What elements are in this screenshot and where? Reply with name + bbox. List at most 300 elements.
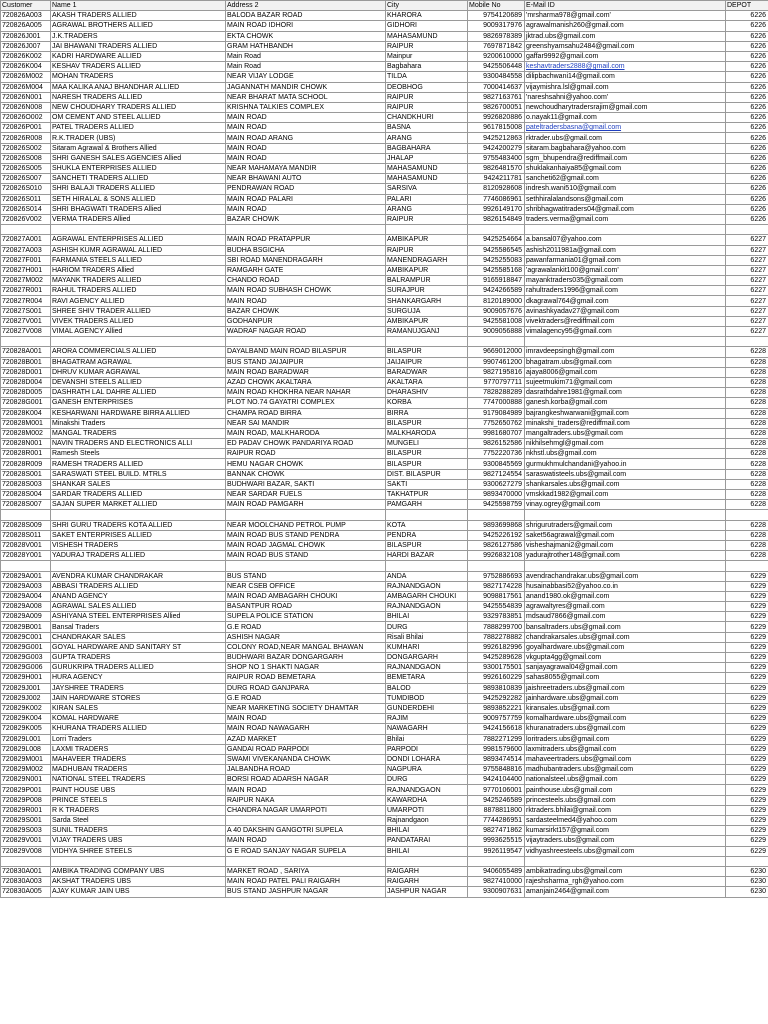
cell-depot[interactable]: 6228	[726, 490, 768, 500]
cell-customer-id[interactable]	[1, 225, 51, 235]
cell-depot[interactable]: 6229	[726, 612, 768, 622]
cell-name[interactable]: SAJAN SUPER MARKET ALLIED	[51, 500, 226, 510]
cell-customer-id[interactable]: 720828V001	[1, 540, 51, 550]
cell-mobile[interactable]: 9424200279	[468, 143, 525, 153]
cell-depot[interactable]: 6227	[726, 276, 768, 286]
cell-address[interactable]: NEAR MOOLCHAND PETROL PUMP	[226, 520, 386, 530]
cell-depot[interactable]	[726, 337, 768, 347]
cell-name[interactable]: SETH HIRALAL & SONS ALLIED	[51, 194, 226, 204]
cell-mobile[interactable]: 9200610000	[468, 51, 525, 61]
cell-name[interactable]: AGRAWAL ENTERPRISES ALLIED	[51, 235, 226, 245]
cell-mobile[interactable]: 9424156618	[468, 724, 525, 734]
cell-city[interactable]: AMBIKAPUR	[386, 235, 468, 245]
cell-address[interactable]: CHANDO ROAD	[226, 276, 386, 286]
cell-address[interactable]: RAIPUR ROAD BEMETARA	[226, 673, 386, 683]
cell-address[interactable]: WADRAF NAGAR ROAD	[226, 327, 386, 337]
cell-address[interactable]: MAIN ROAD BARADWAR	[226, 367, 386, 377]
cell-customer-id[interactable]: 720828B001	[1, 357, 51, 367]
cell-city[interactable]: UMARPOTI	[386, 805, 468, 815]
cell-address[interactable]: EKTA CHOWK	[226, 31, 386, 41]
cell-city[interactable]: KAWARDHA	[386, 795, 468, 805]
cell-address[interactable]	[226, 225, 386, 235]
cell-email[interactable]: khuranatraders.ubs@gmail.com	[525, 724, 726, 734]
cell-address[interactable]: MAIN ROAD	[226, 204, 386, 214]
cell-city[interactable]: BAGBAHARA	[386, 143, 468, 153]
cell-name[interactable]: KESHAV TRADERS ALLIED	[51, 62, 226, 72]
cell-depot[interactable]: 6226	[726, 41, 768, 51]
cell-address[interactable]: BANNAK CHOWK	[226, 469, 386, 479]
cell-email[interactable]: ashish2011981a@gmail.com	[525, 245, 726, 255]
cell-name[interactable]: MAA KALIKA ANAJ BHANDHAR ALLIED	[51, 82, 226, 92]
cell-email[interactable]: chandrakarsales.ubs@gmail.com	[525, 632, 726, 642]
cell-name[interactable]: NEW CHOUDHARY TRADERS ALLIED	[51, 102, 226, 112]
cell-city[interactable]: PAMGARH	[386, 500, 468, 510]
cell-city[interactable]: RAIPUR	[386, 92, 468, 102]
cell-depot[interactable]: 6226	[726, 214, 768, 224]
cell-city[interactable]: AKALTARA	[386, 377, 468, 387]
cell-address[interactable]: NEAR SARDAR FUELS	[226, 490, 386, 500]
cell-name[interactable]: CHANDRAKAR SALES	[51, 632, 226, 642]
cell-email[interactable]: nationalsteel.ubs@gmail.com	[525, 775, 726, 785]
cell-name[interactable]: NATIONAL STEEL TRADERS	[51, 775, 226, 785]
cell-customer-id[interactable]: 720828M001	[1, 418, 51, 428]
cell-customer-id[interactable]: 720826S011	[1, 194, 51, 204]
cell-customer-id[interactable]: 720829A003	[1, 581, 51, 591]
cell-email[interactable]: mdsaud7866@gmail.com	[525, 612, 726, 622]
cell-depot[interactable]: 6229	[726, 571, 768, 581]
cell-depot[interactable]: 6227	[726, 286, 768, 296]
cell-customer-id[interactable]: 720829M001	[1, 754, 51, 764]
cell-mobile[interactable]: 7752220736	[468, 449, 525, 459]
cell-city[interactable]: TILDA	[386, 72, 468, 82]
cell-address[interactable]: BAZAR CHOWK	[226, 306, 386, 316]
cell-mobile[interactable]	[468, 225, 525, 235]
cell-name[interactable]: DEVANSHI STEELS ALLIED	[51, 377, 226, 387]
cell-mobile[interactable]: 9425292282	[468, 693, 525, 703]
cell-mobile[interactable]: 9009056888	[468, 327, 525, 337]
cell-city[interactable]: ARANG	[386, 204, 468, 214]
cell-email[interactable]: bansaltraders.ubs@gmail.com	[525, 622, 726, 632]
cell-name[interactable]: GURUKRIPA TRADERS ALLIED	[51, 663, 226, 673]
cell-city[interactable]: RAIGARH	[386, 877, 468, 887]
cell-name[interactable]: AJAY KUMAR JAIN UBS	[51, 887, 226, 897]
cell-customer-id[interactable]: 720830A001	[1, 866, 51, 876]
cell-city[interactable]: BEMETARA	[386, 673, 468, 683]
cell-mobile[interactable]: 9827410000	[468, 877, 525, 887]
cell-city[interactable]: BARADWAR	[386, 367, 468, 377]
cell-address[interactable]: MAIN ROAD PATEL PALI RAIGARH	[226, 877, 386, 887]
cell-address[interactable]: AZAD MARKET	[226, 734, 386, 744]
cell-name[interactable]: GOYAL HARDWARE AND SANITARY ST	[51, 642, 226, 652]
cell-depot[interactable]: 6228	[726, 449, 768, 459]
cell-city[interactable]: SARSIVA	[386, 184, 468, 194]
cell-address[interactable]: MAIN ROAD NAWAGARH	[226, 724, 386, 734]
cell-name[interactable]: SARASWATI STEEL BUILD. MTRLS	[51, 469, 226, 479]
cell-depot[interactable]: 6226	[726, 174, 768, 184]
header-cell-city[interactable]: City	[386, 1, 468, 11]
cell-mobile[interactable]: 9425226192	[468, 530, 525, 540]
cell-address[interactable]: CHANDRA NAGAR UMARPOTI	[226, 805, 386, 815]
cell-mobile[interactable]: 9893852221	[468, 703, 525, 713]
cell-mobile[interactable]: 9827471862	[468, 826, 525, 836]
cell-email[interactable]: sanjayagrawal04@gmail.com	[525, 663, 726, 673]
cell-address[interactable]: HEMU NAGAR CHOWK	[226, 459, 386, 469]
cell-email[interactable]: loritraders.ubs@gmail.com	[525, 734, 726, 744]
cell-email[interactable]: kumarsirkt157@gmail.com	[525, 826, 726, 836]
cell-depot[interactable]: 6229	[726, 785, 768, 795]
cell-depot[interactable]: 6229	[726, 795, 768, 805]
cell-city[interactable]: MAHASAMUND	[386, 164, 468, 174]
cell-city[interactable]: Mainpur	[386, 51, 468, 61]
cell-city[interactable]: ARANG	[386, 133, 468, 143]
cell-mobile[interactable]: 9754120689	[468, 11, 525, 21]
cell-city[interactable]: MAHASAMUND	[386, 31, 468, 41]
cell-name[interactable]: VIDHYA SHREE STEELS	[51, 846, 226, 856]
cell-mobile[interactable]: 9179084989	[468, 408, 525, 418]
cell-customer-id[interactable]: 720829A004	[1, 591, 51, 601]
cell-mobile[interactable]: 9926820886	[468, 113, 525, 123]
cell-mobile[interactable]: 9009317976	[468, 21, 525, 31]
cell-city[interactable]: KOTA	[386, 520, 468, 530]
cell-address[interactable]: G E ROAD SANJAY NAGAR SUPELA	[226, 846, 386, 856]
cell-customer-id[interactable]: 720829A001	[1, 571, 51, 581]
cell-depot[interactable]: 6228	[726, 367, 768, 377]
cell-customer-id[interactable]: 720829L008	[1, 744, 51, 754]
cell-customer-id[interactable]: 720829A008	[1, 602, 51, 612]
cell-email[interactable]: amanjain2464@gmail.com	[525, 887, 726, 897]
cell-name[interactable]: SHUKLA ENTERPRISES ALLIED	[51, 164, 226, 174]
cell-name[interactable]: SAKET ENTERPRISES ALLIED	[51, 530, 226, 540]
header-cell-email[interactable]: E-Mail ID	[525, 1, 726, 11]
cell-name[interactable]: GUPTA TRADERS	[51, 653, 226, 663]
cell-address[interactable]: AZAD CHOWK AKALTARA	[226, 377, 386, 387]
cell-mobile[interactable]: 8120928608	[468, 184, 525, 194]
cell-email[interactable]: sahas8055@gmail.com	[525, 673, 726, 683]
cell-address[interactable]: MAIN ROAD BUS STAND	[226, 551, 386, 561]
cell-customer-id[interactable]: 720829J001	[1, 683, 51, 693]
cell-city[interactable]: DURG	[386, 775, 468, 785]
cell-customer-id[interactable]: 720829G003	[1, 653, 51, 663]
cell-city[interactable]	[386, 225, 468, 235]
cell-address[interactable]: ED PADAV CHOWK PANDARIYA ROAD	[226, 439, 386, 449]
cell-name[interactable]: KIRAN SALES	[51, 703, 226, 713]
cell-depot[interactable]: 6230	[726, 887, 768, 897]
cell-name[interactable]: ARORA COMMERCIALS ALLIED	[51, 347, 226, 357]
cell-email[interactable]: rktrader.ubs@gmail.com	[525, 133, 726, 143]
cell-address[interactable]: SWAMI VIVEKANANDA CHOWK	[226, 754, 386, 764]
cell-mobile[interactable]: 9425255083	[468, 255, 525, 265]
cell-name[interactable]: MAYANK TRADERS ALLIED	[51, 276, 226, 286]
cell-email[interactable]: a.bansal07@yahoo.com	[525, 235, 726, 245]
cell-customer-id[interactable]: 720829K002	[1, 703, 51, 713]
cell-depot[interactable]: 6226	[726, 62, 768, 72]
cell-city[interactable]: BILASPUR	[386, 347, 468, 357]
cell-city[interactable]: ANDA	[386, 571, 468, 581]
cell-customer-id[interactable]: 720829C001	[1, 632, 51, 642]
cell-city[interactable]: Bhilai	[386, 734, 468, 744]
cell-customer-id[interactable]: 720827V008	[1, 327, 51, 337]
cell-customer-id[interactable]: 720826O002	[1, 113, 51, 123]
cell-city[interactable]: KORBA	[386, 398, 468, 408]
cell-email[interactable]: dilipbachwani14@gmail.com	[525, 72, 726, 82]
cell-depot[interactable]: 6229	[726, 734, 768, 744]
cell-mobile[interactable]: 9406055489	[468, 866, 525, 876]
cell-city[interactable]: AMBIKAPUR	[386, 265, 468, 275]
cell-name[interactable]: AGRAWAL BROTHERS ALLIED	[51, 21, 226, 31]
cell-address[interactable]: MAIN ROAD, MALKHARODA	[226, 428, 386, 438]
cell-customer-id[interactable]	[1, 561, 51, 571]
cell-depot[interactable]: 6229	[726, 673, 768, 683]
header-cell-name[interactable]: Name 1	[51, 1, 226, 11]
cell-depot[interactable]: 6226	[726, 102, 768, 112]
cell-name[interactable]: AVENDRA KUMAR CHANDRAKAR	[51, 571, 226, 581]
cell-name[interactable]: AKSHAT TRADERS UBS	[51, 877, 226, 887]
cell-city[interactable]: MUNGELI	[386, 439, 468, 449]
cell-city[interactable]: RAJNANDGAON	[386, 602, 468, 612]
cell-customer-id[interactable]: 720826N008	[1, 102, 51, 112]
cell-address[interactable]: BUS STAND JAIJAIPUR	[226, 357, 386, 367]
cell-customer-id[interactable]	[1, 337, 51, 347]
cell-customer-id[interactable]: 720827V001	[1, 316, 51, 326]
cell-address[interactable]: GODHANPUR	[226, 316, 386, 326]
cell-email[interactable]: visheshajmani2@gmail.com	[525, 540, 726, 550]
cell-name[interactable]: AKASH TRADERS ALLIED	[51, 11, 226, 21]
cell-address[interactable]: NEAR VIJAY LODGE	[226, 72, 386, 82]
cell-depot[interactable]: 6227	[726, 245, 768, 255]
cell-city[interactable]: KUMHARI	[386, 642, 468, 652]
cell-depot[interactable]: 6228	[726, 469, 768, 479]
cell-address[interactable]: BORSI ROAD ADARSH NAGAR	[226, 775, 386, 785]
cell-mobile[interactable]: 9669012000	[468, 347, 525, 357]
cell-name[interactable]: MOHAN TRADERS	[51, 72, 226, 82]
cell-customer-id[interactable]: 720826S014	[1, 204, 51, 214]
cell-mobile[interactable]: 9425585168	[468, 265, 525, 275]
cell-city[interactable]: DONGARGARH	[386, 653, 468, 663]
cell-name[interactable]: KADRI HARDWARE ALLIED	[51, 51, 226, 61]
cell-customer-id[interactable]: 720828N001	[1, 439, 51, 449]
cell-city[interactable]: PENDRA	[386, 530, 468, 540]
cell-city[interactable]: PARPODI	[386, 744, 468, 754]
cell-address[interactable]: G.E ROAD	[226, 622, 386, 632]
cell-depot[interactable]: 6229	[726, 663, 768, 673]
cell-customer-id[interactable]: 720826K004	[1, 62, 51, 72]
cell-email[interactable]: avinashkyadav27@gmail.com	[525, 306, 726, 316]
cell-city[interactable]: RAIPUR	[386, 214, 468, 224]
cell-address[interactable]: JALBANDHA ROAD	[226, 765, 386, 775]
cell-mobile[interactable]: 9826700051	[468, 102, 525, 112]
cell-email[interactable]: rahultraders1996@gmail.com	[525, 286, 726, 296]
cell-email[interactable]: goyalhardware.ubs@gmail.com	[525, 642, 726, 652]
cell-address[interactable]: MAIN ROAD	[226, 836, 386, 846]
cell-name[interactable]: SHRI BALAJI TRADERS ALLIED	[51, 184, 226, 194]
cell-city[interactable]: AMBIKAPUR	[386, 316, 468, 326]
cell-customer-id[interactable]: 720829S003	[1, 826, 51, 836]
cell-city[interactable]: BHILAI	[386, 826, 468, 836]
cell-city[interactable]: PALARI	[386, 194, 468, 204]
cell-city[interactable]: KHARORA	[386, 11, 468, 21]
cell-mobile[interactable]: 9425506448	[468, 62, 525, 72]
cell-mobile[interactable]: 9425581008	[468, 316, 525, 326]
cell-mobile[interactable]: 9826481570	[468, 164, 525, 174]
cell-customer-id[interactable]: 720828Y001	[1, 551, 51, 561]
header-cell-customer[interactable]: Customer	[1, 1, 51, 11]
cell-email[interactable]: ajaya8006@gmail.com	[525, 367, 726, 377]
cell-city[interactable]: Rajnandgaon	[386, 816, 468, 826]
cell-mobile[interactable]: 9300627279	[468, 479, 525, 489]
cell-name[interactable]: VIMAL AGENCY Allied	[51, 327, 226, 337]
cell-address[interactable]: Main Road	[226, 51, 386, 61]
cell-email[interactable]: ganesh.korba@gmail.com	[525, 398, 726, 408]
cell-email[interactable]: sancheti62@gmail.com	[525, 174, 726, 184]
cell-email[interactable]: mangaltraders.ubs@gmail.com	[525, 428, 726, 438]
cell-city[interactable]: CHANDKHURI	[386, 113, 468, 123]
cell-mobile[interactable]: 9752886693	[468, 571, 525, 581]
cell-customer-id[interactable]	[1, 510, 51, 520]
cell-city[interactable]: RAJNANDGAON	[386, 785, 468, 795]
cell-depot[interactable]: 6228	[726, 388, 768, 398]
cell-address[interactable]: SUPELA POLICE STATION	[226, 612, 386, 622]
cell-customer-id[interactable]: 720826S010	[1, 184, 51, 194]
cell-mobile[interactable]: 7882271299	[468, 734, 525, 744]
cell-customer-id[interactable]: 720829V008	[1, 846, 51, 856]
cell-mobile[interactable]: 9926119547	[468, 846, 525, 856]
cell-name[interactable]: SANCHETI TRADERS ALLIED	[51, 174, 226, 184]
cell-customer-id[interactable]: 720826J001	[1, 31, 51, 41]
cell-depot[interactable]: 6229	[726, 581, 768, 591]
cell-depot[interactable]: 6228	[726, 520, 768, 530]
cell-depot[interactable]: 6228	[726, 357, 768, 367]
cell-depot[interactable]: 6226	[726, 72, 768, 82]
cell-depot[interactable]: 6228	[726, 439, 768, 449]
cell-name[interactable]: RAVI AGENCY ALLIED	[51, 296, 226, 306]
cell-name[interactable]	[51, 337, 226, 347]
cell-name[interactable]: Sitaram Agrawal & Brothers Allied	[51, 143, 226, 153]
cell-email[interactable]: jainhardware.ubs@gmail.com	[525, 693, 726, 703]
cell-address[interactable]: SHOP NO 1 SHAKTI NAGAR	[226, 663, 386, 673]
cell-name[interactable]: Bansal Traders	[51, 622, 226, 632]
cell-depot[interactable]: 6229	[726, 836, 768, 846]
cell-email[interactable]: sethhiralalandsons@gmail.com	[525, 194, 726, 204]
cell-customer-id[interactable]: 720829K005	[1, 724, 51, 734]
cell-name[interactable]: MADHUBAN TRADERS	[51, 765, 226, 775]
cell-customer-id[interactable]: 720829B001	[1, 622, 51, 632]
cell-customer-id[interactable]: 720828S003	[1, 479, 51, 489]
cell-mobile[interactable]: 9926832108	[468, 551, 525, 561]
cell-email[interactable]: vinay.ogrey@gmail.com	[525, 500, 726, 510]
cell-customer-id[interactable]: 720829M002	[1, 765, 51, 775]
cell-name[interactable]: RAHUL TRADERS ALLIED	[51, 286, 226, 296]
cell-email[interactable]	[525, 510, 726, 520]
cell-email[interactable]: vijaymishra.lsl@gmail.com	[525, 82, 726, 92]
cell-mobile[interactable]: 9827174228	[468, 581, 525, 591]
cell-name[interactable]: PATEL TRADERS ALLIED	[51, 123, 226, 133]
cell-email[interactable]: vivektraders@rediffmail.com	[525, 316, 726, 326]
cell-mobile[interactable]: 9329783851	[468, 612, 525, 622]
cell-customer-id[interactable]: 720826R008	[1, 133, 51, 143]
cell-email[interactable]: newchoudharytradersrajim@gmail.com	[525, 102, 726, 112]
cell-city[interactable]: MAHASAMUND	[386, 174, 468, 184]
cell-email[interactable]: madhubantraders.ubs@gmail.com	[525, 765, 726, 775]
cell-depot[interactable]: 6229	[726, 703, 768, 713]
header-cell-address[interactable]: Address 2	[226, 1, 386, 11]
cell-depot[interactable]: 6227	[726, 316, 768, 326]
cell-depot[interactable]	[726, 225, 768, 235]
cell-depot[interactable]: 6227	[726, 235, 768, 245]
cell-mobile[interactable]: 9425289628	[468, 653, 525, 663]
cell-name[interactable]: ANAND AGENCY	[51, 591, 226, 601]
cell-customer-id[interactable]: 720829R001	[1, 805, 51, 815]
cell-depot[interactable]: 6229	[726, 683, 768, 693]
cell-customer-id[interactable]: 720828S009	[1, 520, 51, 530]
cell-mobile[interactable]: 7697871842	[468, 41, 525, 51]
cell-address[interactable]	[226, 337, 386, 347]
cell-email[interactable]: shribhagwatitraders04@gmail.com	[525, 204, 726, 214]
cell-depot[interactable]: 6228	[726, 551, 768, 561]
cell-customer-id[interactable]: 720826S002	[1, 143, 51, 153]
cell-customer-id[interactable]: 720829G001	[1, 642, 51, 652]
cell-depot[interactable]: 6229	[726, 816, 768, 826]
cell-address[interactable]: COLONY ROAD,NEAR MANGAL BHAWAN	[226, 642, 386, 652]
cell-mobile[interactable]	[468, 337, 525, 347]
cell-name[interactable]: SARDAR TRADERS ALLIED	[51, 490, 226, 500]
cell-depot[interactable]: 6229	[726, 826, 768, 836]
cell-city[interactable]: BHILAI	[386, 612, 468, 622]
cell-mobile[interactable]: 7746086961	[468, 194, 525, 204]
cell-customer-id[interactable]: 720826S005	[1, 164, 51, 174]
cell-depot[interactable]: 6226	[726, 184, 768, 194]
cell-depot[interactable]: 6228	[726, 398, 768, 408]
cell-city[interactable]: DURG	[386, 622, 468, 632]
cell-depot[interactable]: 6229	[726, 632, 768, 642]
cell-city[interactable]: RAJNANDGAON	[386, 581, 468, 591]
cell-depot[interactable]: 6226	[726, 194, 768, 204]
cell-address[interactable]: MAIN ROAD	[226, 113, 386, 123]
cell-address[interactable]: MAIN ROAD PAMGARH	[226, 500, 386, 510]
cell-mobile[interactable]: 9826152586	[468, 439, 525, 449]
cell-email[interactable]: husainabbasi52@yahoo.co.in	[525, 581, 726, 591]
cell-city[interactable]: BILASPUR	[386, 418, 468, 428]
cell-email[interactable]: sitaram.bagbahara@yahoo.com	[525, 143, 726, 153]
cell-name[interactable]: SUNIL TRADERS	[51, 826, 226, 836]
cell-customer-id[interactable]: 720828S011	[1, 530, 51, 540]
cell-email[interactable]: bajrangkeshwarwani@gmail.com	[525, 408, 726, 418]
cell-name[interactable]: ABBASI TRADERS ALLIED	[51, 581, 226, 591]
cell-email[interactable]: vijaytraders.ubs@gmail.com	[525, 836, 726, 846]
cell-city[interactable]: RAJIM	[386, 714, 468, 724]
cell-mobile[interactable]: 9926160229	[468, 673, 525, 683]
cell-city[interactable]: DIST. BILASPUR	[386, 469, 468, 479]
cell-address[interactable]: NEAR MARKETING SOCIETY DHAMTAR	[226, 703, 386, 713]
cell-email[interactable]: agrawalmanish260@gmail.com	[525, 21, 726, 31]
cell-email[interactable]: komalhardware.ubs@gmail.com	[525, 714, 726, 724]
cell-address[interactable]: NEAR BHAWANI AUTO	[226, 174, 386, 184]
cell-depot[interactable]: 6228	[726, 479, 768, 489]
cell-mobile[interactable]: 9993625515	[468, 836, 525, 846]
cell-mobile[interactable]: 7000414637	[468, 82, 525, 92]
cell-name[interactable]: AMBIKA TRADING COMPANY UBS	[51, 866, 226, 876]
cell-address[interactable]: MAIN ROAD	[226, 123, 386, 133]
cell-mobile[interactable]: 7747000888	[468, 398, 525, 408]
cell-customer-id[interactable]: 720826S007	[1, 174, 51, 184]
cell-address[interactable]: DAYALBAND MAIN ROAD BILASPUR	[226, 347, 386, 357]
cell-depot[interactable]: 6226	[726, 204, 768, 214]
cell-email[interactable]: imravdeepsingh@gmail.com	[525, 347, 726, 357]
cell-city[interactable]: RAIPUR	[386, 41, 468, 51]
cell-email[interactable]: shrigurutraders@gmail.com	[525, 520, 726, 530]
cell-address[interactable]: BASANTPUR ROAD	[226, 602, 386, 612]
cell-name[interactable]: VISHESH TRADERS	[51, 540, 226, 550]
cell-address[interactable]: MAIN ROAD PRATAPPUR	[226, 235, 386, 245]
